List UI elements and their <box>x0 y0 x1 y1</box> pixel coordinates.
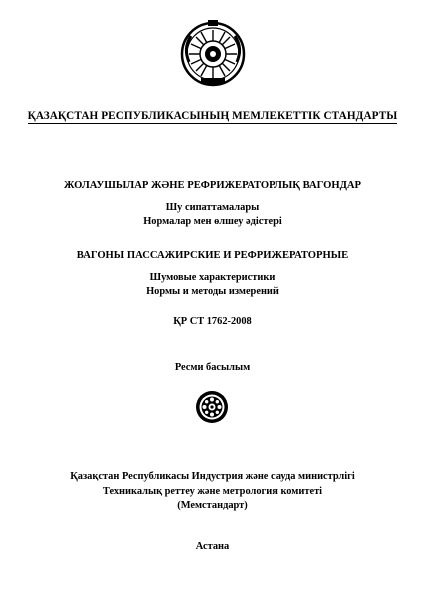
publisher-committee: Техникалық реттеу және метрология комитеті <box>102 485 323 497</box>
publisher-ministry: Қазақстан Республикасы Индустрия және сауда министрлігі <box>70 471 355 482</box>
russian-subtitle-line1: Шумовые характеристики <box>149 272 276 283</box>
kazakh-subtitle <box>0 201 425 229</box>
standard-title-header <box>0 110 425 122</box>
russian-subtitle <box>0 271 425 299</box>
standard-code: ҚР СТ 1762-2008 <box>173 316 252 327</box>
publication-city: Астана <box>195 541 230 552</box>
kazakh-subtitle-line1: Шу сипаттамалары <box>165 202 260 213</box>
russian-subtitle-line2: Нормы и методы измерений <box>146 286 279 297</box>
kazakh-subtitle-line2: Нормалар мен өлшеу әдістері <box>143 216 282 227</box>
kazakhstan-coat-of-arms-icon <box>179 18 247 88</box>
edition-label: Ресми басылым <box>174 362 251 373</box>
official-seal-icon <box>195 390 229 424</box>
publisher-block <box>0 470 425 514</box>
kazakh-title: ЖОЛАУШЫЛАР ЖӘНЕ РЕФРИЖЕРАТОРЛЫҚ ВАГОНДАР <box>63 180 362 191</box>
russian-title: ВАГОНЫ ПАССАЖИРСКИЕ И РЕФРИЖЕРАТОРНЫЕ <box>76 250 349 261</box>
publisher-short-name: (Мемстандарт) <box>177 500 248 511</box>
standard-title: ҚАЗАҚСТАН РЕСПУБЛИКАСЫНЫҢ МЕМЛЕКЕТТІК СТАНДАРТЫ <box>27 110 398 122</box>
